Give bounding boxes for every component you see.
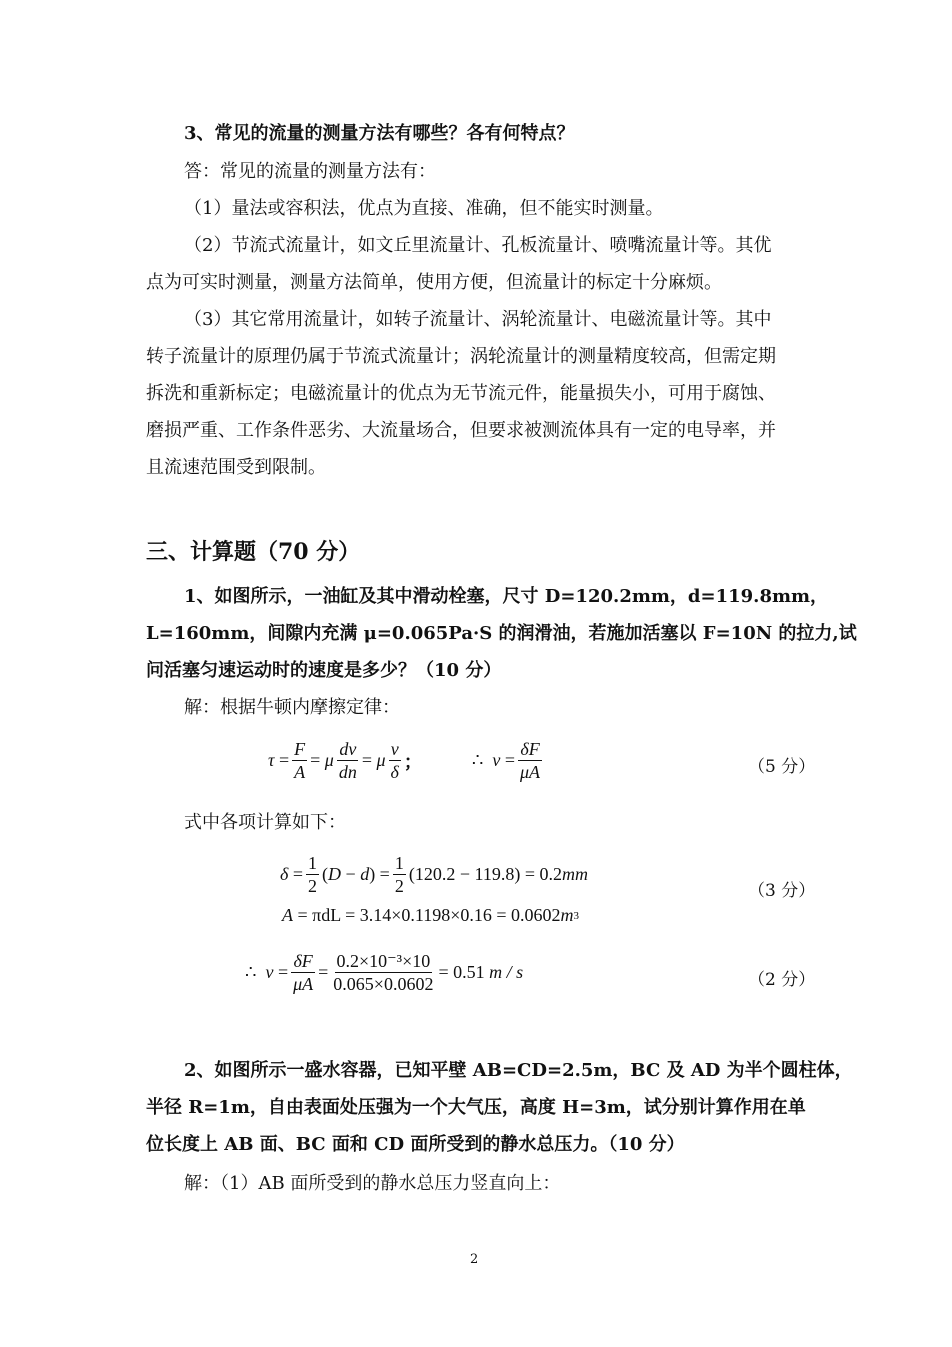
equation-velocity: ∴ v = $\frac{\delta F}{\mu A}$ = $\frac{\text{0.2×10⁻³×10}}{0.065\times 0.0602}$ = 0.51 m / s — [245, 951, 524, 994]
velocity-unit: m / s — [489, 962, 524, 982]
section-title: 三、计算题（70 分） — [146, 539, 361, 565]
q3-item2-line2: 点为可实时测量，测量方法简单，使用方便，但流量计的标定十分麻烦。 — [146, 272, 722, 293]
q3-item2-line1: （2）节流式流量计，如文丘里流量计、孔板流量计、喷嘴流量计等。其优 — [184, 235, 772, 256]
q3-item3-line4: 磨损严重、工作条件恶劣、大流量场合，但要求被测流体具有一定的电导率，并 — [146, 420, 776, 441]
delta-rhs: (120.2 − 119.8) = 0.2 — [408, 864, 562, 884]
velocity-numerator: 0.2×10⁻³×10 — [336, 951, 431, 971]
page-number: 2 — [470, 1252, 479, 1267]
q3-item1: （1）量法或容积法，优点为直接、准确，但不能实时测量。 — [184, 198, 664, 219]
p1-solution-intro: 解：根据牛顿内摩擦定律： — [184, 697, 400, 718]
p1-calc-intro: 式中各项计算如下： — [184, 812, 346, 833]
q3-item3-line3: 拆洗和重新标定；电磁流量计的优点为无节流元件，能量损失小，可用于腐蚀、 — [146, 383, 776, 404]
velocity-denominator: 0.065×0.0602 — [333, 974, 434, 994]
equation-newton-law: τ = $\frac{F}{A}$ = μ $\frac{dv}{dn}$ = μ $\frac{v}{\delta}$ ； ∴ v = $\frac{\delta F}{\mu A}$ — [268, 739, 541, 782]
equation-area: A = πdL = 3.14×0.1198×0.16 = 0.0602 m 3 — [282, 905, 580, 925]
p1-score-3: （2 分） — [748, 970, 816, 990]
p1-line3: 问活塞匀速运动时的速度是多少？（10 分） — [146, 660, 502, 681]
area-rhs: = πdL = 3.14×0.1198×0.16 = 0.0602 — [297, 905, 561, 925]
p2-line2: 半径 R=1m，自由表面处压强为一个大气压，高度 H=3m，试分别计算作用在单 — [146, 1097, 806, 1118]
q3-item3-line2: 转子流量计的原理仍属于节流式流量计；涡轮流量计的测量精度较高，但需定期 — [146, 346, 776, 367]
p1-score-1: （5 分） — [748, 757, 816, 777]
delta-unit: mm — [561, 864, 588, 884]
p2-line1: 2、如图所示一盛水容器，已知平壁 AB=CD=2.5m，BC 及 AD 为半个圆柱体， — [184, 1060, 853, 1081]
q3-title: 3、常见的流量的测量方法有哪些？各有何特点？ — [184, 123, 575, 144]
p2-line3: 位长度上 AB 面、BC 面和 CD 面所受到的静水总压力。（10 分） — [146, 1134, 685, 1155]
q3-item3-line1: （3）其它常用流量计，如转子流量计、涡轮流量计、电磁流量计等。其中 — [184, 309, 772, 330]
p1-line2: L=160mm，间隙内充满 μ=0.065Pa·S 的润滑油，若施加活塞以 F=10N 的拉力,试 — [146, 623, 857, 644]
area-unit: m — [560, 905, 574, 925]
q3-item3-line5: 且流速范围受到限制。 — [146, 457, 326, 478]
p1-score-2: （3 分） — [748, 881, 816, 901]
velocity-result: = 0.51 — [438, 962, 485, 982]
p2-solution-intro: 解：（1）AB 面所受到的静水总压力竖直向上： — [184, 1173, 561, 1194]
p1-line1: 1、如图所示，一油缸及其中滑动栓塞，尺寸 D=120.2mm，d=119.8mm， — [184, 586, 829, 607]
q3-intro: 答：常见的流量的测量方法有： — [184, 161, 436, 182]
equation-delta: δ = $\frac{1}{2}$ ( D − d ) = $\frac{1}{2}$ (120.2 − 119.8) = 0.2 mm — [280, 853, 588, 896]
